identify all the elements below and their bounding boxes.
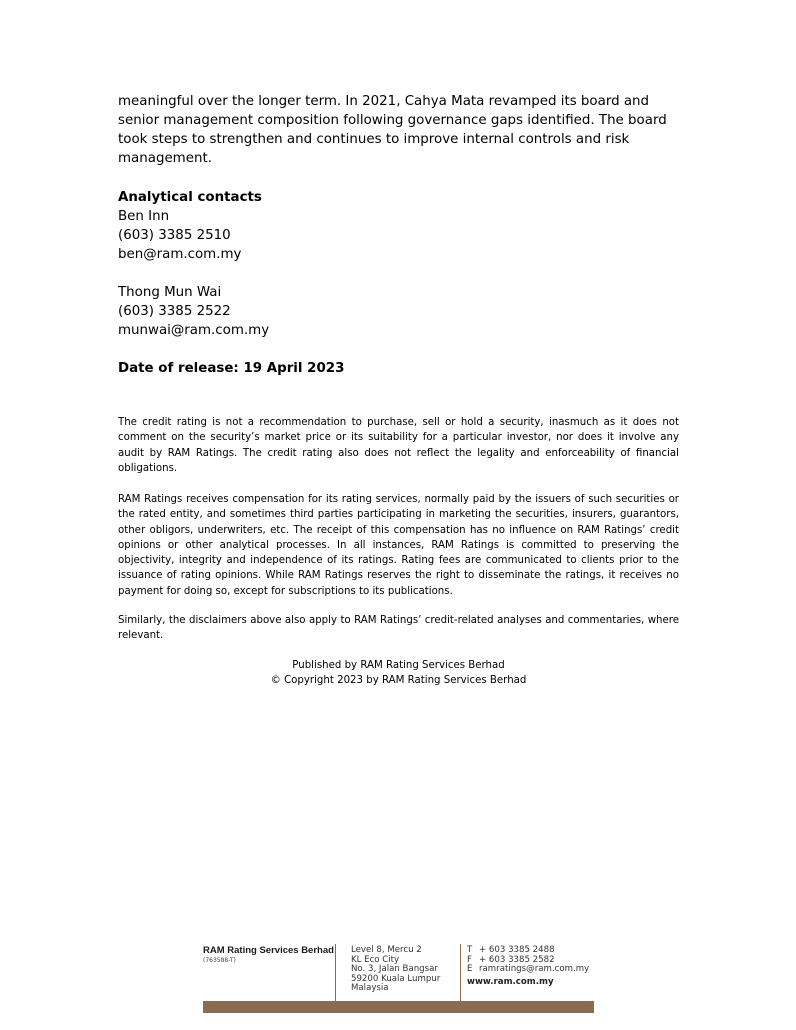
disclaimer-paragraph: The credit rating is not a recommendation to purchase, sell or hold a security, inasmuch as it does not comment on the security’s market price or its suitability for a particular investor, nor does it involve any audit by RAM Ratings. The credit rating also does not reflect the legality and enforceability of financial obligations. — [118, 417, 679, 474]
body-paragraph: meaningful over the longer term. In 2021, Cahya Mata revamped its board and senior management composition following governance gaps identified. The board took steps to strengthen and continues to improve internal controls and risk management. — [118, 94, 667, 166]
contact-name: Ben Inn — [118, 209, 170, 224]
footer-phone: + 603 3385 2488 — [479, 945, 555, 955]
footer-company: RAM Rating Services Berhad — [203, 945, 334, 956]
release-date: Date of release: 19 April 2023 — [118, 361, 345, 376]
copyright: © Copyright 2023 by RAM Rating Services Berhad — [270, 675, 527, 687]
contact-name: Thong Mun Wai — [118, 285, 222, 300]
disclaimer-paragraph: RAM Ratings receives compensation for its rating services, normally paid by the issuers of such securities or the rated entity, and sometimes third parties participating in marketing the securities, insurers, guarantors, other obligors, underwriters, etc. The receipt of this compensation has no influence on RAM Ratings’ credit opinions or other analytical processes. In all instances, RAM Ratings is committed to preserving the objectivity, integrity and independence of its ratings. Rating fees are communicated to clients prior to the issuance of rating opinions. While RAM Ratings reserves the right to disseminate the ratings, it receives no payment for doing so, except for subscriptions to its publications. — [118, 494, 679, 597]
footer-color-bar — [203, 1001, 594, 1013]
published-by: Published by RAM Rating Services Berhad — [292, 660, 505, 671]
footer-address: Level 8, Mercu 2 KL Eco City No. 3, Jalan Bangsar 59200 Kuala Lumpur Malaysia — [351, 945, 441, 994]
footer-fax: + 603 3385 2582 — [479, 954, 555, 965]
contact-phone: (603) 3385 2510 — [118, 228, 231, 243]
footer-email[interactable]: ramratings@ram.com.my — [479, 964, 590, 975]
disclaimer-paragraph: Similarly, the disclaimers above also apply to RAM Ratings’ credit-related analyses and commentaries, where relevant. — [118, 615, 679, 642]
footer-registration: (763588-T) — [203, 957, 236, 964]
page-footer — [203, 944, 594, 1014]
footer-website[interactable]: www.ram.com.my — [467, 976, 554, 987]
contacts-heading: Analytical contacts — [118, 190, 262, 205]
publisher-notice — [118, 658, 679, 689]
footer-divider — [460, 944, 461, 1001]
analytical-contacts — [118, 188, 269, 340]
contact-phone: (603) 3385 2522 — [118, 304, 231, 319]
contact-email[interactable]: munwai@ram.com.my — [118, 323, 270, 338]
contact-email[interactable]: ben@ram.com.my — [118, 247, 242, 262]
footer-divider — [335, 944, 336, 1001]
footer-contact-info: T + 603 3385 2488 F + 603 3385 2582 E ramratings@ram.com.my www.ram.com.my — [467, 945, 590, 987]
